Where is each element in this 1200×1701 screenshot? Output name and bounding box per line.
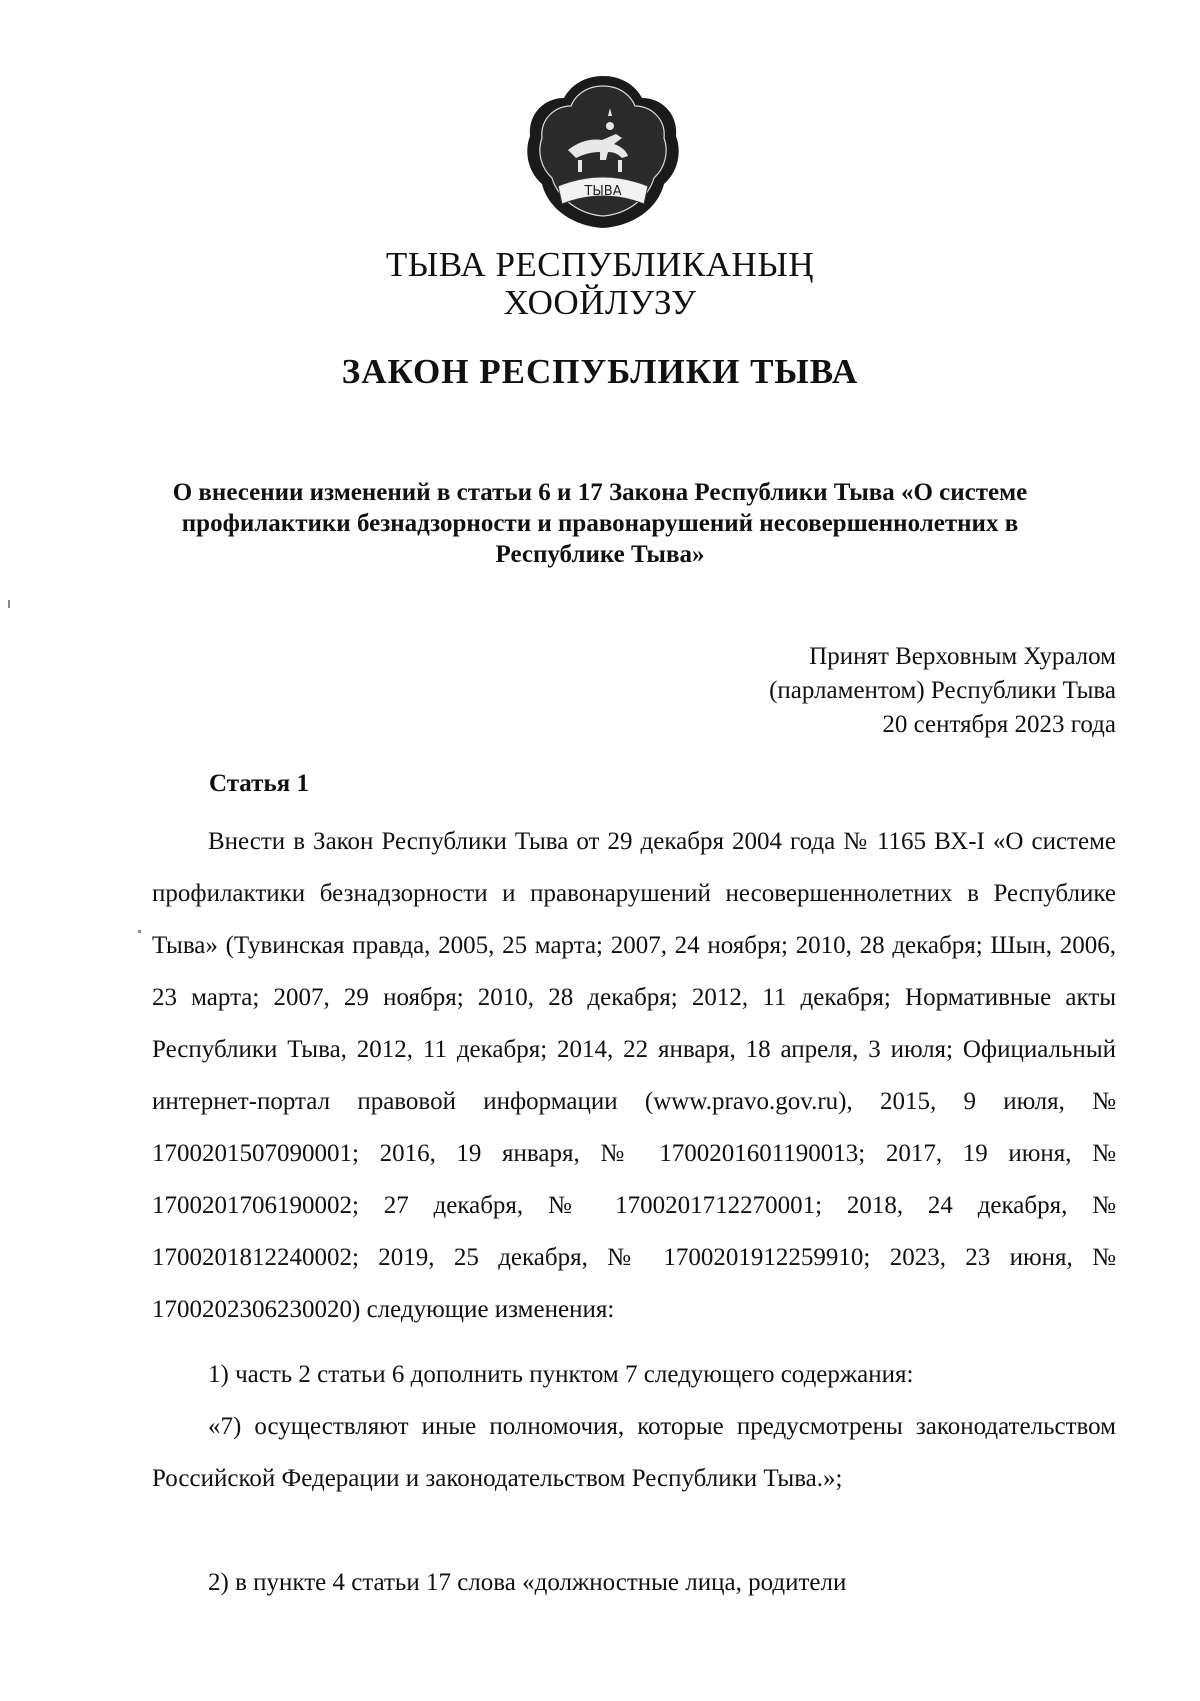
header-tuvan-line1: ТЫВА РЕСПУБЛИКАНЫҢ <box>385 245 815 284</box>
article-heading: Статья 1 <box>209 770 309 797</box>
adoption-line2: (парламентом) Республики Тыва <box>769 677 1116 704</box>
scan-speck <box>138 930 141 933</box>
header-russian: ЗАКОН РЕСПУБЛИКИ ТЫВА <box>341 352 859 391</box>
article-item-2: 2) в пункте 4 статьи 17 слова «должностные лица, родители <box>208 1569 847 1596</box>
adoption-note <box>769 640 1116 742</box>
header-tuvan-line2: ХООЙЛУЗУ <box>503 283 697 322</box>
adoption-line1: Принят Верховным Хуралом <box>809 643 1116 670</box>
scan-speck <box>8 600 10 608</box>
tuva-coat-of-arms-icon <box>518 68 688 238</box>
law-title-line3: Республике Тыва» <box>495 541 705 568</box>
law-title-line2: профилактики безнадзорности и правонарушений несовершеннолетних в <box>181 510 1019 537</box>
article-intro-paragraph: Внести в Закон Республики Тыва от 29 декабря 2004 года № 1165 ВХ-I «О системе профилактики безнадзорности и правонарушений несовершеннолетних в Республике Тыва» (Тувинская правда, 2005, 25 марта; 2007, 24 ноября; 2010, 28 декабря; Шын, 2006, 23 марта; 2007, 29 ноября; 2010, 28 декабря; 2012, 11 декабря; Нормативные акты Республики Тыва, 2012, 11 декабря; 2014, 22 января, 18 апреля, 3 июля; Официальный интернет-портал правовой информации (www.pravo.gov.ru), 2015, 9 июля, № 1700201507090001; 2016, 19 января, № 1700201601190013; 2017, 19 июня, № 1700201706190002; 27 декабря, № 1700201712270001; 2018, 24 декабря, № 1700201812240002; 2019, 25 декабря, № 1700201912259910; 2023, 23 июня, № 1700202306230020) следующие изменения: <box>152 828 1116 1323</box>
article-item-1: 1) часть 2 статьи 6 дополнить пунктом 7 следующего содержания: <box>208 1361 914 1388</box>
svg-text:ТЫВА: ТЫВА <box>584 184 622 199</box>
law-title <box>150 477 1050 570</box>
header-tuvan <box>0 246 1200 322</box>
adoption-date: 20 сентября 2023 года <box>882 711 1116 738</box>
law-title-line1: О внесении изменений в статьи 6 и 17 Закона Республики Тыва «О системе <box>172 479 1028 506</box>
article-item-1-quote: «7) осуществляют иные полномочия, которые предусмотрены законодательством Российской Федерации и законодательством Республики Тыва.»; <box>152 1413 1116 1492</box>
